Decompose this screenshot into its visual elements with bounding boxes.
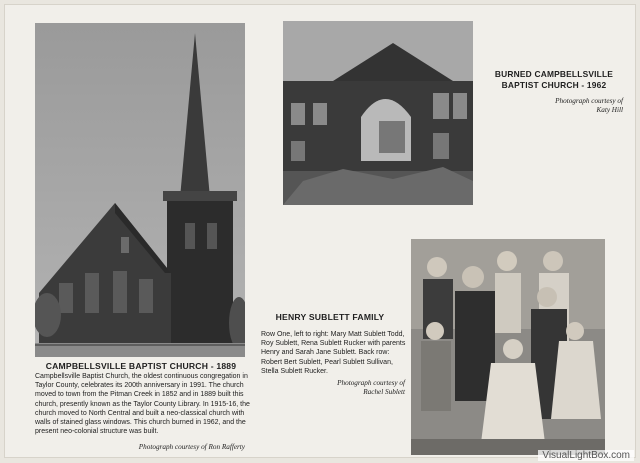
sublett-family-title: HENRY SUBLETT FAMILY <box>275 312 385 322</box>
burned-church-credit-line1: Photograph courtesy of <box>555 97 623 105</box>
burned-church-photo <box>283 21 473 205</box>
church-1889-credit: Photograph courtesy of Ron Rafferty <box>138 443 245 451</box>
scrapbook-page <box>4 4 636 458</box>
sublett-family-credit <box>295 379 405 396</box>
sublett-family-credit-line2: Rachel Sublett <box>363 387 405 396</box>
watermark-link[interactable]: VisualLightBox.com <box>538 450 634 461</box>
burned-church-credit <box>505 97 623 114</box>
church-1889-title: CAMPBELLSVILLE BAPTIST CHURCH - 1889 <box>45 361 237 371</box>
burned-church-credit-line2: Katy Hill <box>596 105 623 114</box>
burned-church-title <box>489 69 619 91</box>
sublett-family-description: Row One, left to right: Mary Matt Sublett Todd, Roy Sublett, Rena Sublett Rucker with parents Henry and Sarah Jane Sublett. Back row: Robert Bert Sublett, Pearl Sublett Sullivan, Stella Sublett Rucker. <box>261 331 406 375</box>
church-1889-photo <box>35 23 245 357</box>
burned-church-title-line1: BURNED CAMPBELLSVILLE <box>494 69 614 79</box>
church-1889-description: Campbellsville Baptist Church, the oldest continuous congregation in Taylor County, celebrates its 200th anniversary in 1991. The church moved to town from the Pitman Creek in 1852 and in 1889 built this church, presently known as the Taylor County Library. In 1915-16, the church moved to North Central and built a neo-classical church with walls of stained glass windows. This church burned in 1962, and the present neo-colonial structure was built. <box>35 373 250 436</box>
sublett-family-photo <box>411 239 605 455</box>
sublett-family-credit-line1: Photograph courtesy of <box>337 379 405 387</box>
burned-church-title-line2: BAPTIST CHURCH - 1962 <box>501 80 607 90</box>
